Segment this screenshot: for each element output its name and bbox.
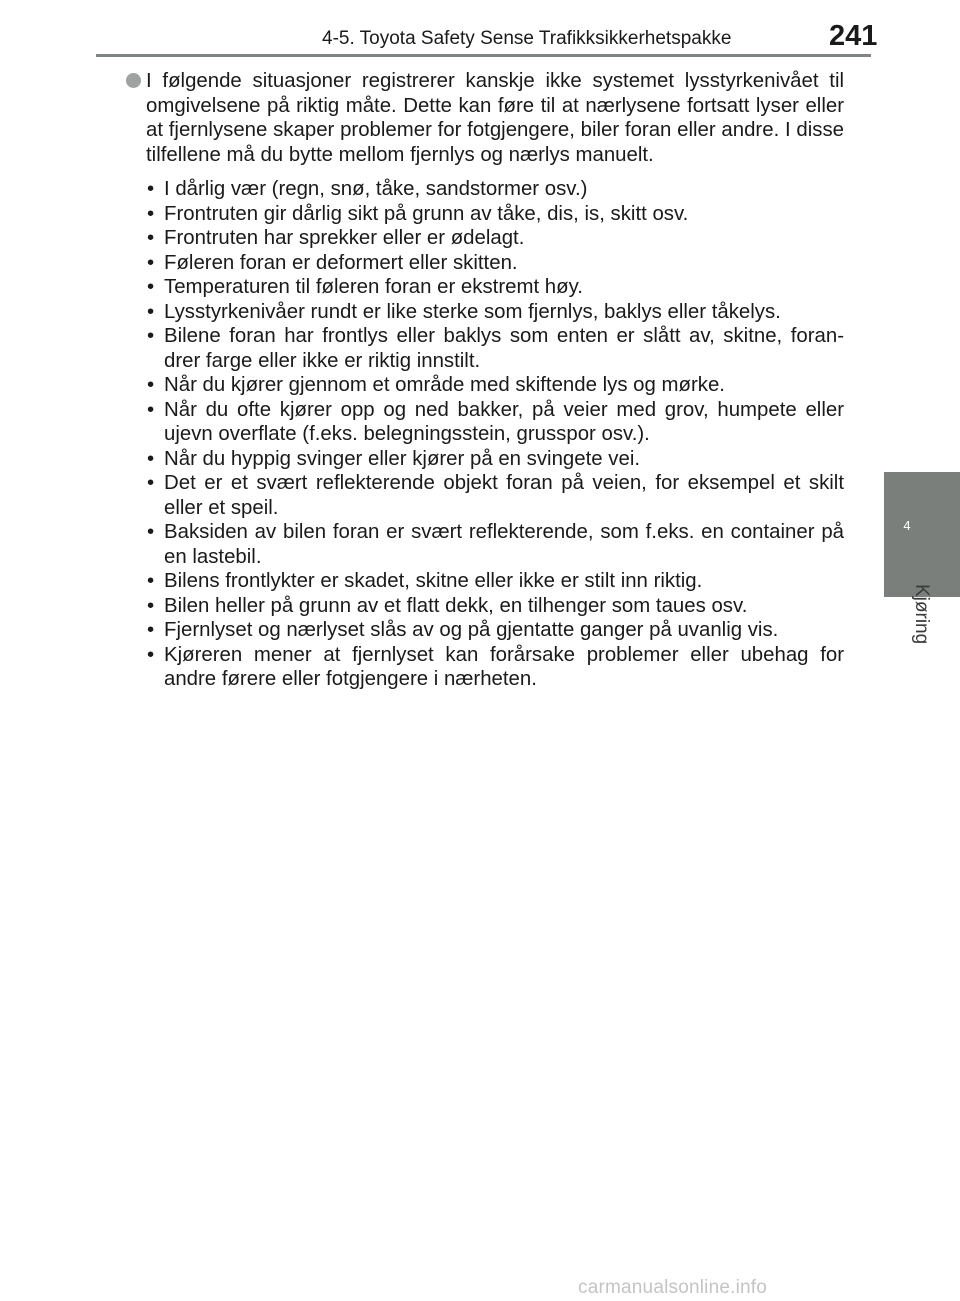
bullet-mark: • [147, 178, 155, 200]
page-number: 241 [829, 20, 878, 52]
bullet-mark: • [147, 325, 155, 347]
list-item-text: Bilen heller på grunn av et flatt dekk, en tilhenger som taues osv. [164, 594, 748, 617]
bullet-mark: • [147, 202, 155, 225]
section-title: 4-5. Toyota Safety Sense Trafikksikkerhetspakke [322, 28, 732, 49]
list-item-text: Det er et svært reflekterende objekt foran på veien, for eksempel et skilt eller et speil. [164, 472, 844, 519]
list-item [126, 251, 844, 276]
bullet-mark: • [147, 472, 155, 494]
list-item [126, 594, 844, 619]
bullet-mark: • [147, 374, 155, 396]
bullet-mark: • [147, 570, 155, 592]
list-item-text: Kjøreren mener at fjernlyset kan forårsake problemer eller ubehag for andre førere eller fotgjengere i nærheten. [164, 643, 844, 690]
list-item-text: Bilene foran har frontlys eller baklys som enten er slått av, skitne, foran-drer farge eller ikke er riktig innstilt. [164, 325, 844, 372]
list-item [126, 398, 844, 447]
list-item-text: Føleren foran er deformert eller skitten. [164, 251, 518, 274]
bullet-mark: • [147, 619, 155, 641]
intro-paragraph [126, 69, 844, 167]
list-item [126, 177, 844, 202]
bullet-mark: • [147, 643, 155, 666]
chapter-label [874, 578, 960, 678]
header-rule [96, 54, 871, 57]
list-item [126, 643, 844, 692]
watermark: carmanualsonline.info [578, 1277, 768, 1298]
bullet-mark: • [147, 447, 155, 470]
list-item [126, 226, 844, 251]
bullet-mark: • [147, 594, 155, 617]
bullet-mark: • [147, 398, 155, 421]
list-item [126, 520, 844, 569]
chapter-label-text: Kjøring [911, 584, 932, 645]
list-item [126, 300, 844, 325]
page-header [0, 0, 960, 60]
list-item [126, 275, 844, 300]
bullet-mark: • [147, 227, 155, 249]
list-item-text: Frontruten gir dårlig sikt på grunn av tåke, dis, is, skitt osv. [164, 202, 689, 225]
bullet-circle-icon [126, 73, 141, 88]
list-item-text: Bilens frontlykter er skadet, skitne eller ikke er stilt inn riktig. [164, 570, 703, 592]
list-item-text: Når du hyppig svinger eller kjører på en svingete vei. [164, 447, 641, 470]
bullet-mark: • [147, 521, 155, 543]
list-item-text: Fjernlyset og nærlyset slås av og på gjentatte ganger på uvanlig vis. [164, 619, 779, 641]
list-item-text: Temperaturen til føleren foran er ekstremt høy. [164, 276, 583, 298]
page-content [126, 69, 844, 692]
situation-list [126, 177, 844, 692]
list-item-text: I dårlig vær (regn, snø, tåke, sandstormer osv.) [164, 178, 588, 200]
intro-text: I følgende situasjoner registrerer kanskje ikke systemet lysstyrkenivået til omgivelsene på riktig måte. Dette kan føre til at nærlysene fortsatt lyser eller at fjernlysene skaper problemer for fotgjengere, biler foran eller andre. I disse tilfellene må du bytte mellom fjernlys og nærlys manuelt. [146, 70, 844, 166]
list-item-text: Frontruten har sprekker eller er ødelagt. [164, 227, 525, 249]
list-item-text: Når du kjører gjennom et område med skiftende lys og mørke. [164, 374, 725, 396]
list-item [126, 569, 844, 594]
header-rule-gap [872, 54, 886, 57]
list-item [126, 471, 844, 520]
chapter-tab-number: 4 [903, 518, 911, 533]
list-item [126, 618, 844, 643]
list-item [126, 373, 844, 398]
list-item-text: Lysstyrkenivåer rundt er like sterke som fjernlys, baklys eller tåkelys. [164, 300, 781, 323]
bullet-mark: • [147, 276, 155, 298]
bullet-mark: • [147, 251, 155, 274]
list-item [126, 447, 844, 472]
list-item [126, 202, 844, 227]
list-item-text: Baksiden av bilen foran er svært reflekterende, som f.eks. en container på en lastebil. [164, 521, 844, 568]
bullet-mark: • [147, 300, 155, 323]
list-item-text: Når du ofte kjører opp og ned bakker, på veier med grov, humpete eller ujevn overflate (f.eks. belegningsstein, grusspor osv.). [164, 398, 844, 445]
list-item [126, 324, 844, 373]
